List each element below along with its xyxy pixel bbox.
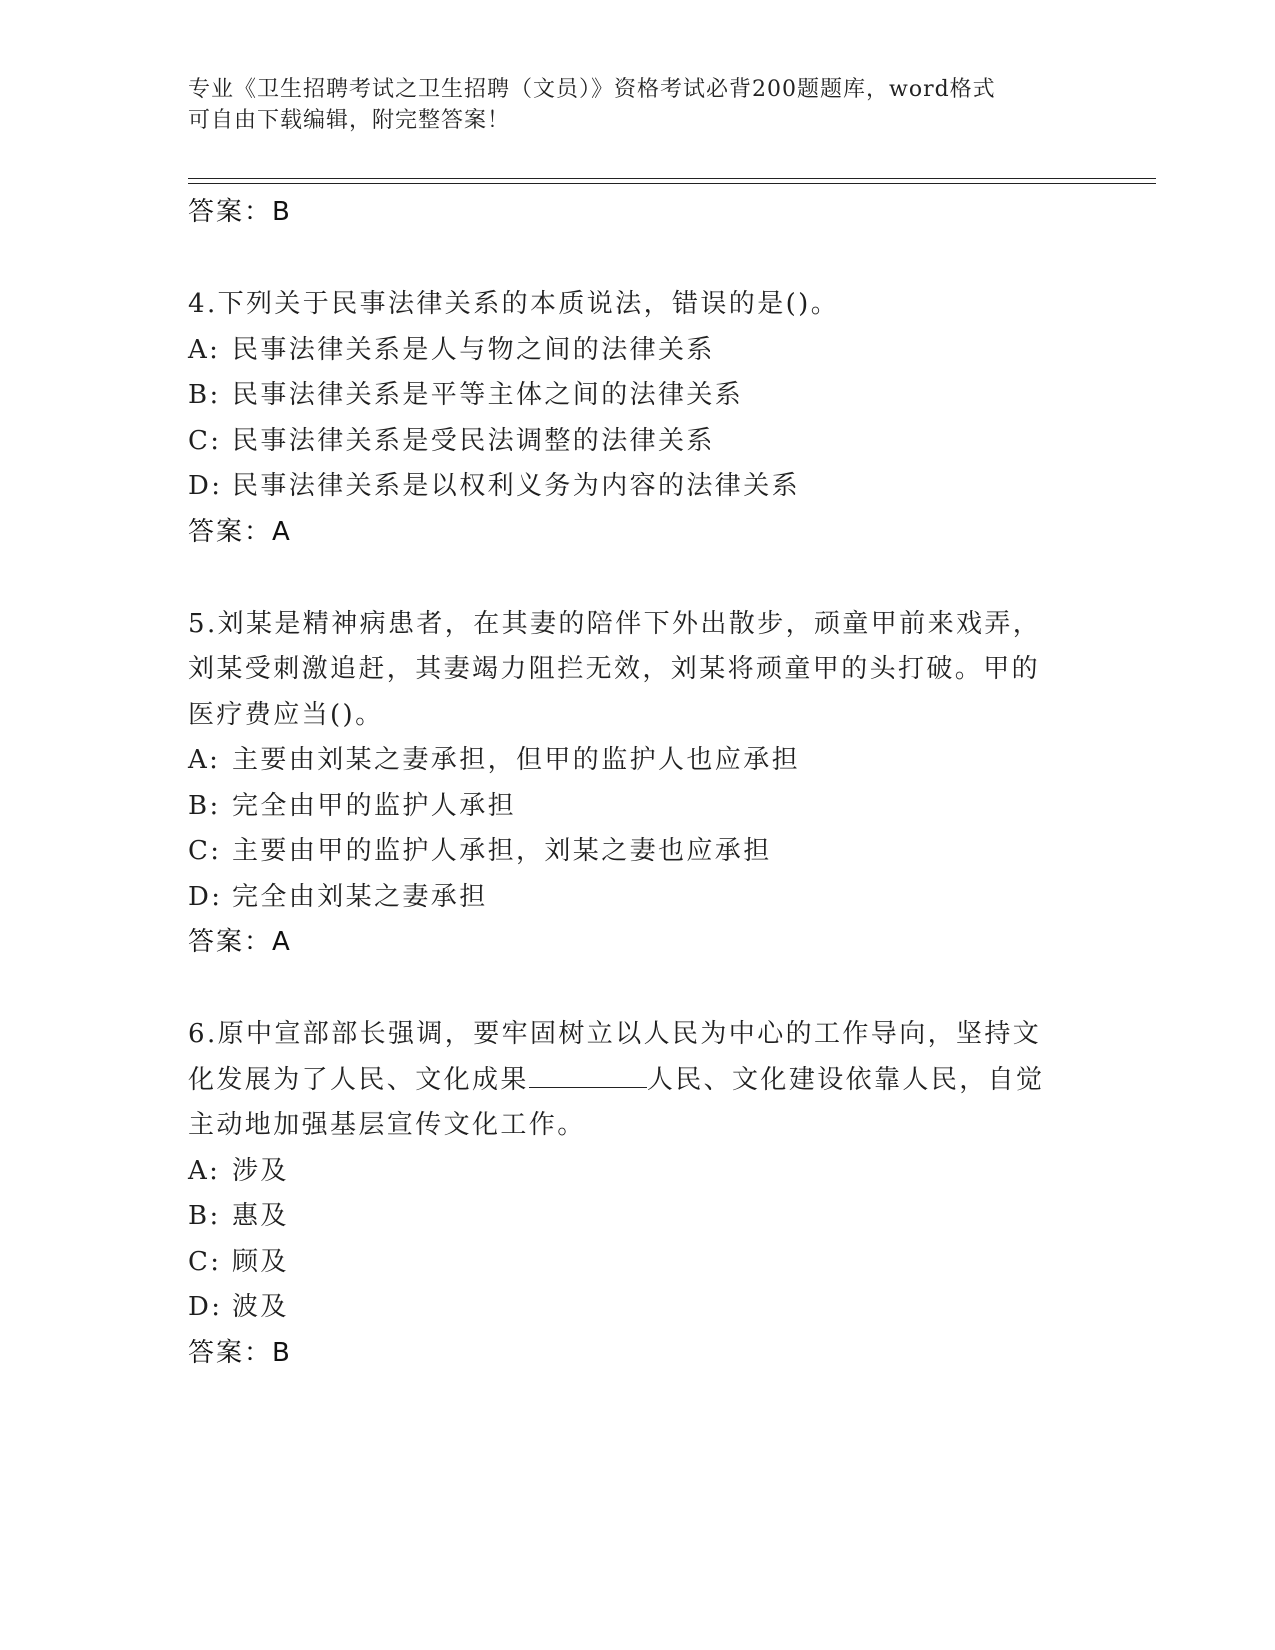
option-b: [188, 1194, 1088, 1240]
option-text: 民事法律关系是人与物之间的法律关系: [232, 334, 715, 365]
header-line-1: 专业《卫生招聘考试之卫生招聘（文员）》资格考试必背200题题库，word格式: [188, 77, 996, 102]
option-text: 民事法律关系是受民法调整的法律关系: [232, 425, 715, 456]
option-c: [188, 419, 1088, 465]
stem-text-before-blank: 化发展为了人民、文化成果: [188, 1064, 529, 1095]
option-c: [188, 829, 1088, 875]
question-6: [188, 1012, 1088, 1376]
option-a: [188, 1149, 1088, 1195]
option-a: [188, 328, 1088, 374]
option-a: [188, 738, 1088, 784]
option-text: 涉及: [232, 1155, 289, 1186]
option-text: 完全由刘某之妻承担: [232, 881, 488, 912]
option-text: 惠及: [232, 1201, 289, 1231]
option-c: [188, 1240, 1088, 1286]
answer: 答案：B: [188, 1337, 292, 1368]
header-line-2: 可自由下载编辑，附完整答案！: [188, 108, 511, 133]
option-text: 完全由甲的监护人承担: [232, 790, 517, 821]
option-key: C:: [188, 1246, 222, 1277]
option-d: [188, 464, 1088, 510]
option-key: B:: [188, 790, 221, 821]
question-stem-line-1: 5.刘某是精神病患者，在其妻的陪伴下外出散步，顽童甲前来戏弄，: [188, 608, 1042, 639]
option-key: A:: [188, 334, 221, 365]
question-stem-line-2: 刘某受刺激追赶，其妻竭力阻拦无效，刘某将顽童甲的头打破。甲的: [188, 654, 1041, 684]
option-key: B:: [188, 1201, 221, 1231]
question-list: [188, 190, 1088, 1376]
question-stem: 4.下列关于民事法律关系的本质说法，错误的是()。: [188, 289, 840, 319]
spacer: [188, 555, 1088, 602]
option-key: D:: [188, 1292, 223, 1322]
answer: 答案：A: [188, 927, 292, 957]
question-stem-line-1: 6.原中宣部部长强调，要牢固树立以人民为中心的工作导向，坚持文: [188, 1019, 1042, 1049]
stem-text-after-blank: 人民、文化建设依靠人民，自觉: [646, 1064, 1045, 1095]
previous-answer: 答案：B: [188, 197, 292, 227]
option-key: A:: [188, 745, 221, 775]
question-4: [188, 282, 1088, 555]
option-text: 主要由甲的监护人承担，刘某之妻也应承担: [232, 836, 772, 866]
spacer: [188, 235, 1088, 282]
question-stem-line-2: [188, 1058, 1088, 1104]
fill-in-blank: [529, 1061, 647, 1088]
question-stem-line-3: 医疗费应当()。: [188, 699, 384, 730]
option-key: D:: [188, 881, 223, 912]
question-5: [188, 602, 1088, 966]
option-key: C:: [188, 425, 222, 456]
option-key: D:: [188, 471, 223, 501]
option-d: [188, 1285, 1088, 1331]
document-header: [188, 74, 1068, 136]
option-b: [188, 784, 1088, 830]
option-d: [188, 875, 1088, 921]
option-text: 顾及: [232, 1246, 289, 1277]
header-rule-bottom: [188, 183, 1156, 184]
spacer: [188, 965, 1088, 1012]
question-stem-line-3: 主动地加强基层宣传文化工作。: [188, 1110, 586, 1140]
option-text: 民事法律关系是平等主体之间的法律关系: [232, 380, 744, 410]
header-rule-top: [188, 178, 1156, 179]
answer: 答案：A: [188, 516, 292, 547]
option-key: A:: [188, 1155, 221, 1186]
option-b: [188, 373, 1088, 419]
option-key: C:: [188, 836, 222, 866]
option-text: 民事法律关系是以权利义务为内容的法律关系: [232, 471, 801, 501]
option-text: 主要由刘某之妻承担，但甲的监护人也应承担: [232, 745, 801, 775]
option-key: B:: [188, 380, 221, 410]
option-text: 波及: [232, 1292, 289, 1322]
